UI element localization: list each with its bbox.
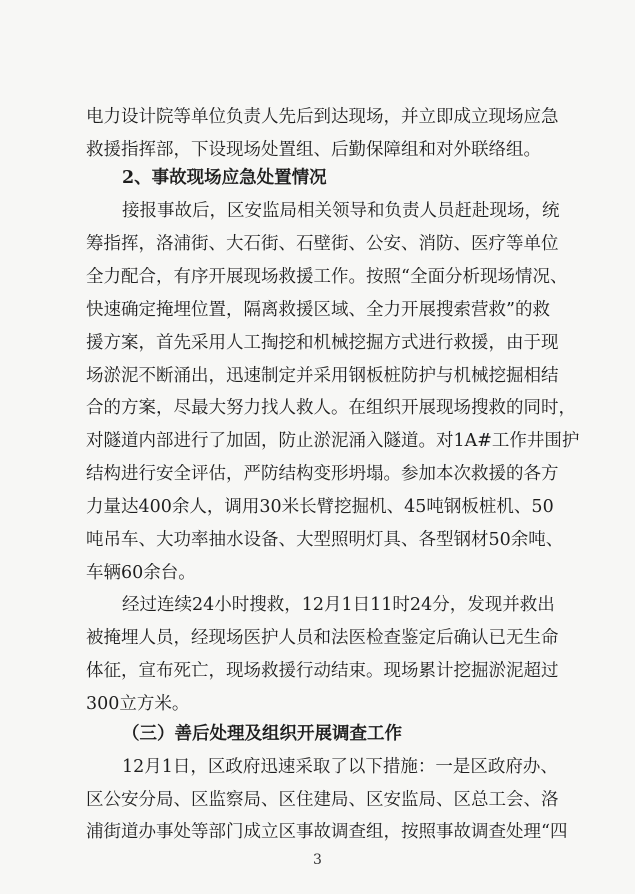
text-line-2: 救援指挥部，下设现场处置组、后勤保障组和对外联络组。	[86, 140, 541, 160]
text-line-14: 吨吊车、大功率抽水设备、大型照明灯具、各型钢材50余吨、	[86, 530, 564, 550]
text-line-7: 快速确定掩埋位置，隔离救援区域、全力开展搜索营救”的救	[86, 300, 550, 320]
page-number: 3	[313, 852, 322, 868]
text-line-19: 300立方米。	[86, 694, 190, 714]
text-line-8: 援方案，首先采用人工掏挖和机械挖掘方式进行救援，由于现	[86, 333, 559, 353]
text-line-12: 结构进行安全评估，严防结构变形坍塌。参加本次救援的各方	[86, 464, 559, 484]
text-line-17: 被掩埋人员，经现场医护人员和法医检查鉴定后确认已无生命	[86, 628, 559, 648]
text-line-9: 场淤泥不断涌出，迅速制定并采用钢板桩防护与机械挖掘相结	[86, 366, 559, 386]
text-line-4: 接报事故后，区安监局相关领导和负责人员赶赴现场，统	[122, 201, 560, 221]
text-line-5: 筹指挥，洛浦街、大石街、石壁街、公安、消防、医疗等单位	[86, 234, 559, 254]
text-line-11: 对隧道内部进行了加固，防止淤泥涌入隧道。对1A#工作井围护	[86, 431, 580, 451]
text-line-21: 12月1日，区政府迅速采取了以下措施：一是区政府办、	[122, 757, 558, 777]
text-line-13: 力量达400余人，调用30米长臂挖掘机、45吨钢板桩机、50	[86, 497, 554, 517]
text-line-18: 体征，宣布死亡，现场救援行动结束。现场累计挖掘淤泥超过	[86, 661, 559, 681]
text-line-6: 全力配合，有序开展现场救援工作。按照“全面分析现场情况、	[86, 267, 568, 287]
text-line-22: 区公安分局、区监察局、区住建局、区安监局、区总工会、洛	[86, 790, 559, 810]
text-line-10: 合的方案，尽最大努力找人救人。在组织开展现场搜救的同时，	[86, 398, 576, 418]
section-heading-2: 2、事故现场应急处置情况	[122, 168, 327, 188]
text-line-23: 浦街道办事处等部门成立区事故调查组，按照事故调查处理“四	[86, 822, 568, 842]
text-line-1: 电力设计院等单位负责人先后到达现场，并立即成立现场应急	[86, 107, 559, 127]
section-heading-3: （三）善后处理及组织开展调查工作	[122, 724, 402, 744]
text-line-16: 经过连续24小时搜救，12月1日11时24分，发现并救出	[122, 595, 555, 615]
text-line-15: 车辆60余台。	[86, 563, 196, 583]
